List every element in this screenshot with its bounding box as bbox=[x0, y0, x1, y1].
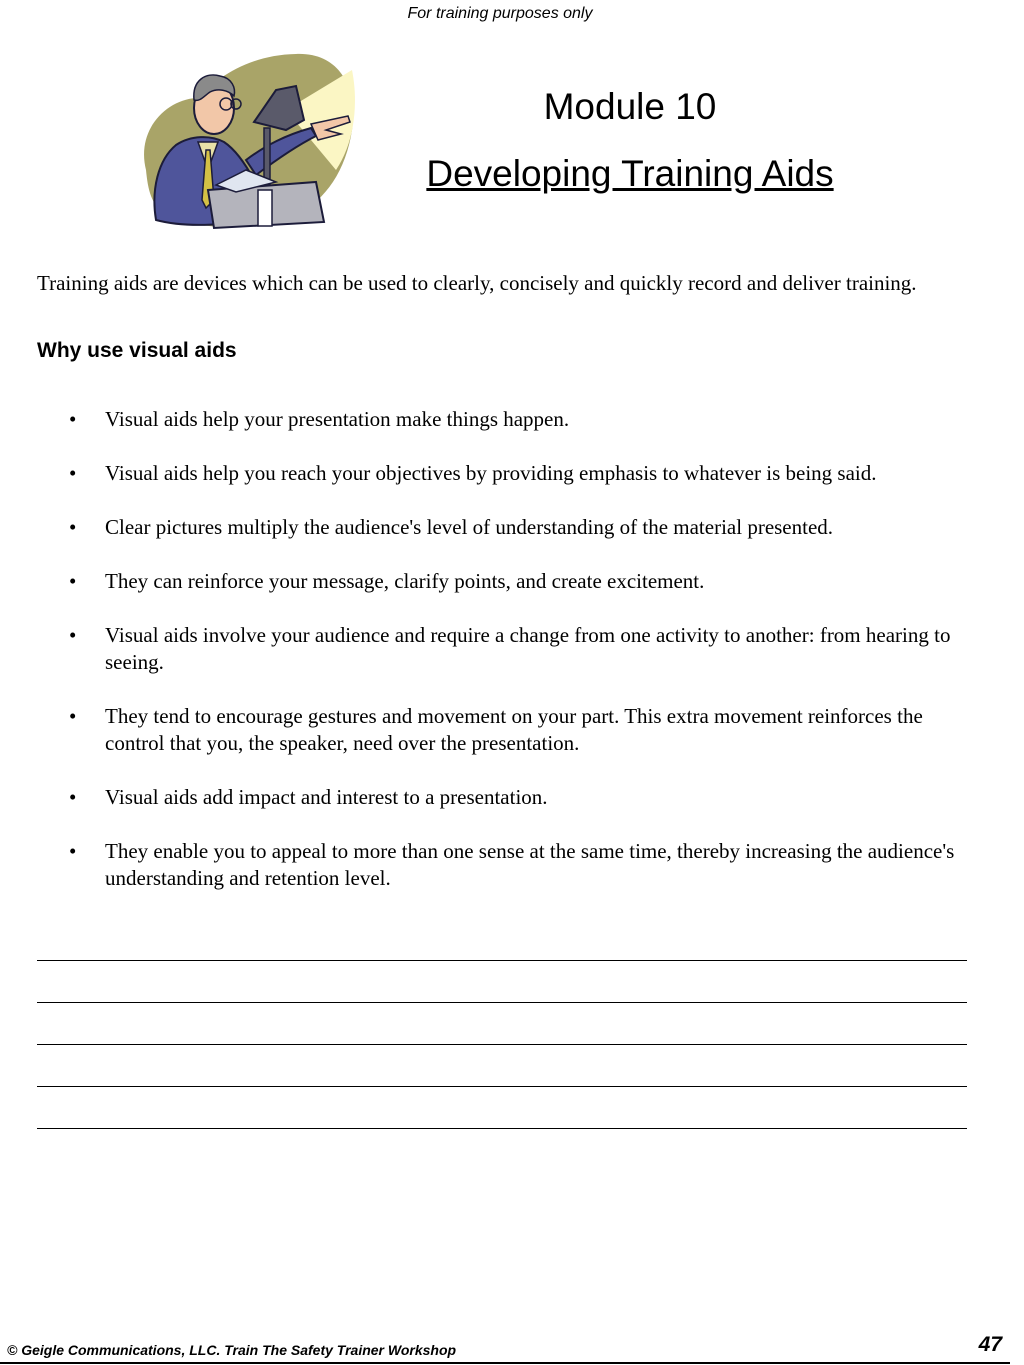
bullet-icon: • bbox=[69, 407, 77, 431]
bullet-text: Visual aids add impact and interest to a presentation. bbox=[105, 785, 548, 809]
note-line bbox=[37, 960, 967, 961]
watermark-text: For training purposes only bbox=[407, 5, 593, 22]
page-number: 47 bbox=[978, 1333, 1002, 1356]
bullet-text: Clear pictures multiply the audience's level of understanding of the material presented. bbox=[105, 515, 834, 539]
bullet-icon: • bbox=[69, 704, 77, 728]
bullet-item bbox=[37, 568, 967, 595]
bullet-text: They tend to encourage gestures and movement on your part. This extra movement reinforces the control that you, the speaker, need over the presentation. bbox=[105, 704, 923, 755]
bullet-icon: • bbox=[69, 839, 77, 863]
bullet-text: Visual aids help you reach your objectives by providing emphasis to whatever is being said. bbox=[105, 461, 877, 485]
footer-divider bbox=[0, 1362, 1010, 1364]
presenter-clipart-icon bbox=[136, 50, 360, 232]
bullet-icon: • bbox=[69, 569, 77, 593]
bullet-list bbox=[37, 406, 967, 919]
note-line bbox=[37, 1002, 967, 1003]
note-line bbox=[37, 1086, 967, 1087]
note-line bbox=[37, 1044, 967, 1045]
bullet-item bbox=[37, 622, 967, 676]
bullet-icon: • bbox=[69, 461, 77, 485]
section-heading: Why use visual aids bbox=[37, 339, 237, 362]
bullet-item bbox=[37, 784, 967, 811]
module-title: Module 10 bbox=[543, 86, 717, 127]
intro-paragraph: Training aids are devices which can be used to clearly, concisely and quickly record and deliver training. bbox=[37, 271, 917, 295]
bullet-item bbox=[37, 514, 967, 541]
bullet-icon: • bbox=[69, 785, 77, 809]
footer-copyright: © Geigle Communications, LLC. Train The Safety Trainer Workshop bbox=[7, 1342, 457, 1358]
bullet-text: They can reinforce your message, clarify points, and create excitement. bbox=[105, 569, 705, 593]
bullet-item bbox=[37, 703, 967, 757]
bullet-icon: • bbox=[69, 623, 77, 647]
module-subtitle: Developing Training Aids bbox=[426, 153, 834, 194]
bullet-text: They enable you to appeal to more than one sense at the same time, thereby increasing the audience's understanding and retention level. bbox=[105, 839, 955, 890]
note-line bbox=[37, 1128, 967, 1129]
bullet-item bbox=[37, 460, 967, 487]
bullet-text: Visual aids involve your audience and require a change from one activity to another: from hearing to seeing. bbox=[105, 623, 951, 674]
bullet-item bbox=[37, 406, 967, 433]
bullet-text: Visual aids help your presentation make things happen. bbox=[105, 407, 570, 431]
notes-lines bbox=[37, 960, 967, 1170]
bullet-item bbox=[37, 838, 967, 892]
bullet-icon: • bbox=[69, 515, 77, 539]
